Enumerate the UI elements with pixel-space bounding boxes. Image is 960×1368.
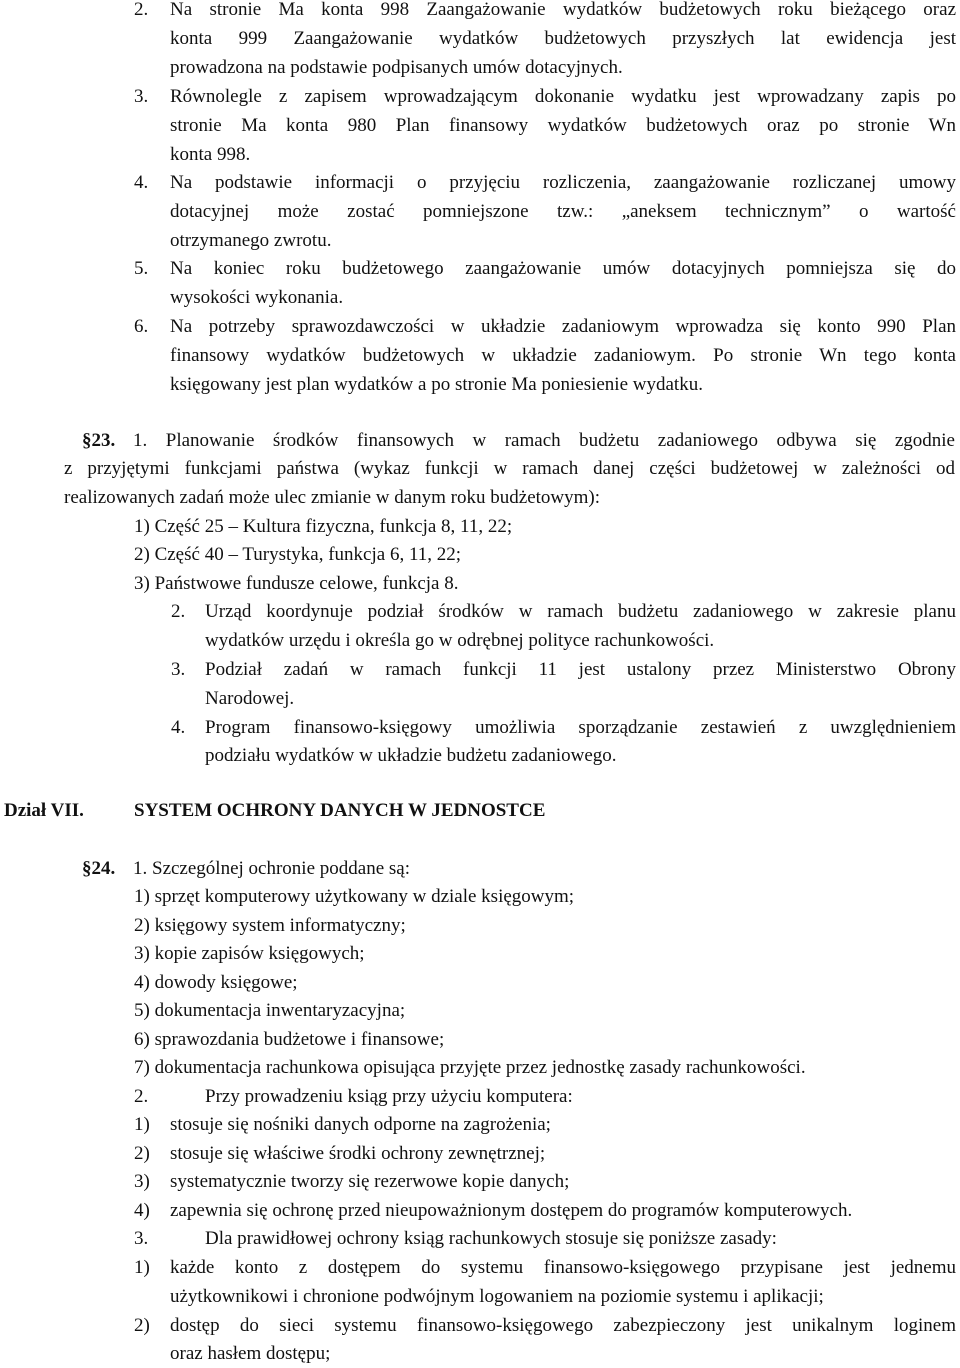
list-item: 2) księgowy system informatyczny; — [134, 915, 406, 936]
list-item: 2) Część 40 – Turystyka, funkcja 6, 11, 22; — [134, 544, 462, 565]
list-number: 3) — [134, 1171, 150, 1192]
list-item: 5) dokumentacja inwentaryzacyjna; — [134, 1000, 406, 1021]
paragraph-line: wysokości wykonania. — [170, 287, 344, 308]
item-number: 2. — [134, 0, 149, 20]
list-item: 6) sprawozdania budżetowe i finansowe; — [134, 1029, 445, 1050]
paragraph-line: 1. Planowanie środków finansowych w ramach budżetu zadaniowego odbywa się zgodnie — [133, 430, 955, 451]
list-number: 4) — [134, 1200, 150, 1221]
list-item: 3) kopie zapisów księgowych; — [134, 943, 365, 964]
item-number: 3. — [171, 659, 186, 680]
paragraph-line: Na podstawie informacji o przyjęciu rozliczenia, zaangażowanie rozliczanej umowy — [170, 172, 956, 193]
paragraph-line: dotacyjnej może zostać pomniejszone tzw.: „aneksem technicznym” o wartość — [170, 201, 956, 222]
paragraph-line: Podział zadań w ramach funkcji 11 jest ustalony przez Ministerstwo Obrony — [205, 659, 956, 680]
list-item-line: dostęp do sieci systemu finansowo-księgowego zabezpieczony jest unikalnym loginem — [170, 1315, 956, 1336]
list-item-line: każde konto z dostępem do systemu finansowo-księgowego przypisane jest jednemu — [170, 1257, 956, 1278]
paragraph-line: Na stronie Ma konta 998 Zaangażowanie wydatków budżetowych roku bieżącego oraz — [170, 0, 956, 20]
paragraph-line: realizowanych zadań może ulec zmianie w danym roku budżetowym): — [64, 487, 601, 508]
list-item: 4) dowody księgowe; — [134, 972, 298, 993]
list-item: 7) dokumentacja rachunkowa opisująca przyjęte przez jednostkę zasady rachunkowości. — [134, 1057, 806, 1078]
item-number: 4. — [171, 717, 186, 738]
list-item-line: oraz hasłem dostępu; — [170, 1343, 331, 1364]
paragraph-line: Na koniec roku budżetowego zaangażowanie umów dotacyjnych pomniejsza się do — [170, 258, 956, 279]
list-number: 2) — [134, 1143, 150, 1164]
paragraph-line: Na potrzeby sprawozdawczości w układzie zadaniowym wprowadza się konto 990 Plan — [170, 316, 956, 337]
list-number: 1) — [134, 1257, 150, 1278]
paragraph-line: konta 999 Zaangażowanie wydatków budżetowych przyszłych lat ewidencja jest — [170, 28, 956, 49]
paragraph-sign: §23. — [82, 430, 116, 451]
paragraph-sign: §24. — [82, 858, 116, 879]
list-item: stosuje się nośniki danych odporne na zagrożenia; — [170, 1114, 551, 1135]
paragraph-line: wydatków urzędu i określa go w odrębnej polityce rachunkowości. — [205, 630, 715, 651]
paragraph-line: podziału wydatków w układzie budżetu zadaniowego. — [205, 745, 617, 766]
paragraph-line: Dla prawidłowej ochrony ksiąg rachunkowych stosuje się poniższe zasady: — [205, 1228, 777, 1249]
list-item-line: użytkownikowi i chronione podwójnym logowaniem na poziomie systemu i aplikacji; — [170, 1286, 824, 1307]
item-number: 5. — [134, 258, 149, 279]
item-number: 2. — [171, 601, 186, 622]
paragraph-line: Narodowej. — [205, 688, 295, 709]
paragraph-line: finansowy wydatków budżetowych w układzie zadaniowym. Po stronie Wn tego konta — [170, 345, 956, 366]
section-title: SYSTEM OCHRONY DANYCH W JEDNOSTCE — [134, 800, 546, 821]
item-number: 6. — [134, 316, 149, 337]
paragraph-line: 1. Szczególnej ochronie poddane są: — [133, 858, 410, 879]
paragraph-line: konta 998. — [170, 144, 251, 165]
list-number: 1) — [134, 1114, 150, 1135]
paragraph-line: księgowany jest plan wydatków a po stronie Ma poniesienie wydatku. — [170, 374, 703, 395]
paragraph-line: otrzymanego zwrotu. — [170, 230, 332, 251]
list-number: 2) — [134, 1315, 150, 1336]
list-item: stosuje się właściwe środki ochrony zewnętrznej; — [170, 1143, 546, 1164]
paragraph-line: stronie Ma konta 980 Plan finansowy wydatków budżetowych oraz po stronie Wn — [170, 115, 956, 136]
list-item: systematycznie tworzy się rezerwowe kopie danych; — [170, 1171, 570, 1192]
list-item: 1) Część 25 – Kultura fizyczna, funkcja 8, 11, 22; — [134, 516, 513, 537]
paragraph-line: Urząd koordynuje podział środków w ramach budżetu zadaniowego w zakresie planu — [205, 601, 956, 622]
paragraph-line: Program finansowo-księgowy umożliwia sporządzanie zestawień z uwzględnieniem — [205, 717, 956, 738]
item-number: 3. — [134, 1228, 149, 1249]
section-label: Dział VII. — [4, 800, 84, 821]
paragraph-line: Równolegle z zapisem wprowadzającym dokonanie wydatku jest wprowadzany zapis po — [170, 86, 956, 107]
item-number: 3. — [134, 86, 149, 107]
paragraph-line: z przyjętymi funkcjami państwa (wykaz funkcji w ramach danej części budżetowej w zależności od — [64, 458, 955, 479]
paragraph-line: prowadzona na podstawie podpisanych umów dotacyjnych. — [170, 57, 623, 78]
item-number: 4. — [134, 172, 149, 193]
paragraph-line: Przy prowadzeniu ksiąg przy użyciu komputera: — [205, 1086, 573, 1107]
list-item: 1) sprzęt komputerowy użytkowany w dziale księgowym; — [134, 886, 575, 907]
list-item: 3) Państwowe fundusze celowe, funkcja 8. — [134, 573, 459, 594]
list-item: zapewnia się ochronę przed nieupoważnionym dostępem do programów komputerowych. — [170, 1200, 853, 1221]
item-number: 2. — [134, 1086, 149, 1107]
